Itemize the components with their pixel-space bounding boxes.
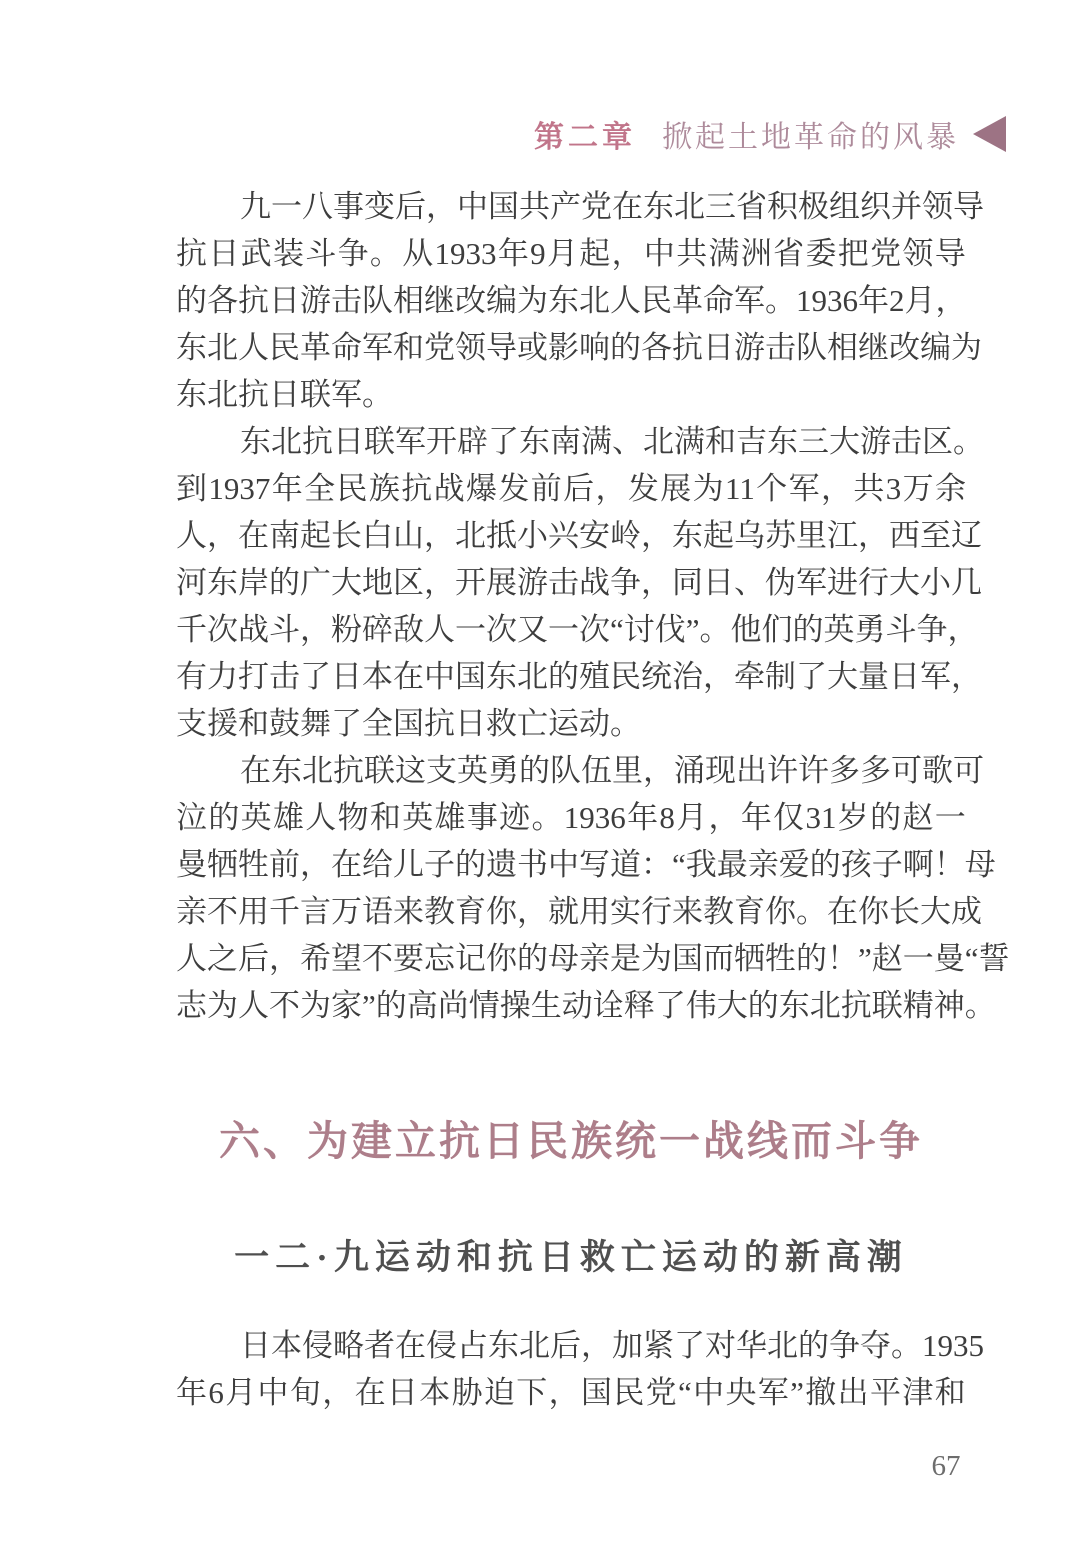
left-triangle-icon	[973, 116, 1006, 152]
text-line: 的 各 抗 日 游 击 队 相 继 改 编 为 东 北 人 民 革 命 军 。 1936 年 2 月 ，	[176, 283, 967, 318]
text-line: 亲 不 用 千 言 万 语 来 教 育 你 ， 就 用 实 行 来 教 育 你 。 在 你 长 大 成	[176, 894, 982, 929]
text-line: 人 之 后 ， 希 望 不 要 忘 记 你 的 母 亲 是 为 国 而 牺 牲 的 ！ ” 赵 一 曼 “ 誓	[176, 941, 1010, 976]
text-line: 日 本 侵 略 者 在 侵 占 东 北 后 ， 加 紧 了 对 华 北 的 争 夺 。 1935	[240, 1328, 984, 1363]
text-line: 支援和鼓舞了全国抗日救亡运动。	[176, 706, 641, 741]
text-line: 有 力 打 击 了 日 本 在 中 国 东 北 的 殖 民 统 治 ， 牵 制 了 大 量 日 军 ，	[176, 659, 982, 694]
chapter-header	[534, 112, 1006, 156]
subsection-heading: 一二·九运动和抗日救亡运动的新高潮	[234, 1238, 908, 1277]
text-line: 泣 的 英 雄 人 物 和 英 雄 事 迹 。 1936 年 8 月 ， 年 仅 31 岁 的 赵 一	[176, 800, 966, 835]
text-line: 人 ， 在 南 起 长 白 山 ， 北 抵 小 兴 安 岭 ， 东 起 乌 苏 里 江 ， 西 至 辽	[176, 518, 982, 553]
text-line: 千 次 战 斗 ， 粉 碎 敌 人 一 次 又 一 次 “ 讨 伐 ” 。 他 们 的 英 勇 斗 争 ，	[176, 612, 979, 647]
text-line: 曼 牺 牲 前 ， 在 给 儿 子 的 遗 书 中 写 道 ： “ 我 最 亲 爱 的 孩 子 啊 ！ 母	[176, 847, 996, 882]
text-line: 志 为 人 不 为 家 ” 的 高 尚 情 操 生 动 诠 释 了 伟 大 的 东 北 抗 联 精 神 。	[176, 988, 996, 1023]
text-line: 东 北 人 民 革 命 军 和 党 领 导 或 影 响 的 各 抗 日 游 击 队 相 继 改 编 为	[176, 330, 982, 365]
text-line: 抗 日 武 装 斗 争 。 从 1933 年 9 月 起 ， 中 共 满 洲 省 委 把 党 领 导	[176, 236, 966, 271]
chapter-label: 第二章	[534, 121, 636, 154]
text-line: 在 东 北 抗 联 这 支 英 勇 的 队 伍 里 ， 涌 现 出 许 许 多 多 可 歌 可	[240, 753, 984, 788]
text-line: 东 北 抗 日 联 军 开 辟 了 东 南 满 、 北 满 和 吉 东 三 大 游 击 区 。	[240, 424, 984, 459]
chapter-title: 掀起土地革命的风暴	[662, 121, 959, 154]
section-heading: 六、为建立抗日民族统一战线而斗争	[219, 1118, 923, 1164]
body-paragraphs-bottom	[176, 1322, 984, 1416]
page-number: 67	[931, 1450, 961, 1482]
text-line: 东北抗日联军。	[176, 377, 393, 412]
text-line: 到 1937 年 全 民 族 抗 战 爆 发 前 后 ， 发 展 为 11 个 军 ， 共 3 万 余	[176, 471, 966, 506]
text-line: 年 6 月 中 旬 ， 在 日 本 胁 迫 下 ， 国 民 党 “ 中 央 军 ” 撤 出 平 津 和	[176, 1375, 966, 1410]
body-paragraphs-top	[176, 183, 1010, 1029]
text-line: 九 一 八 事 变 后 ， 中 国 共 产 党 在 东 北 三 省 积 极 组 织 并 领 导	[240, 189, 984, 224]
text-line: 河 东 岸 的 广 大 地 区 ， 开 展 游 击 战 争 ， 同 日 、 伪 军 进 行 大 小 几	[176, 565, 982, 600]
